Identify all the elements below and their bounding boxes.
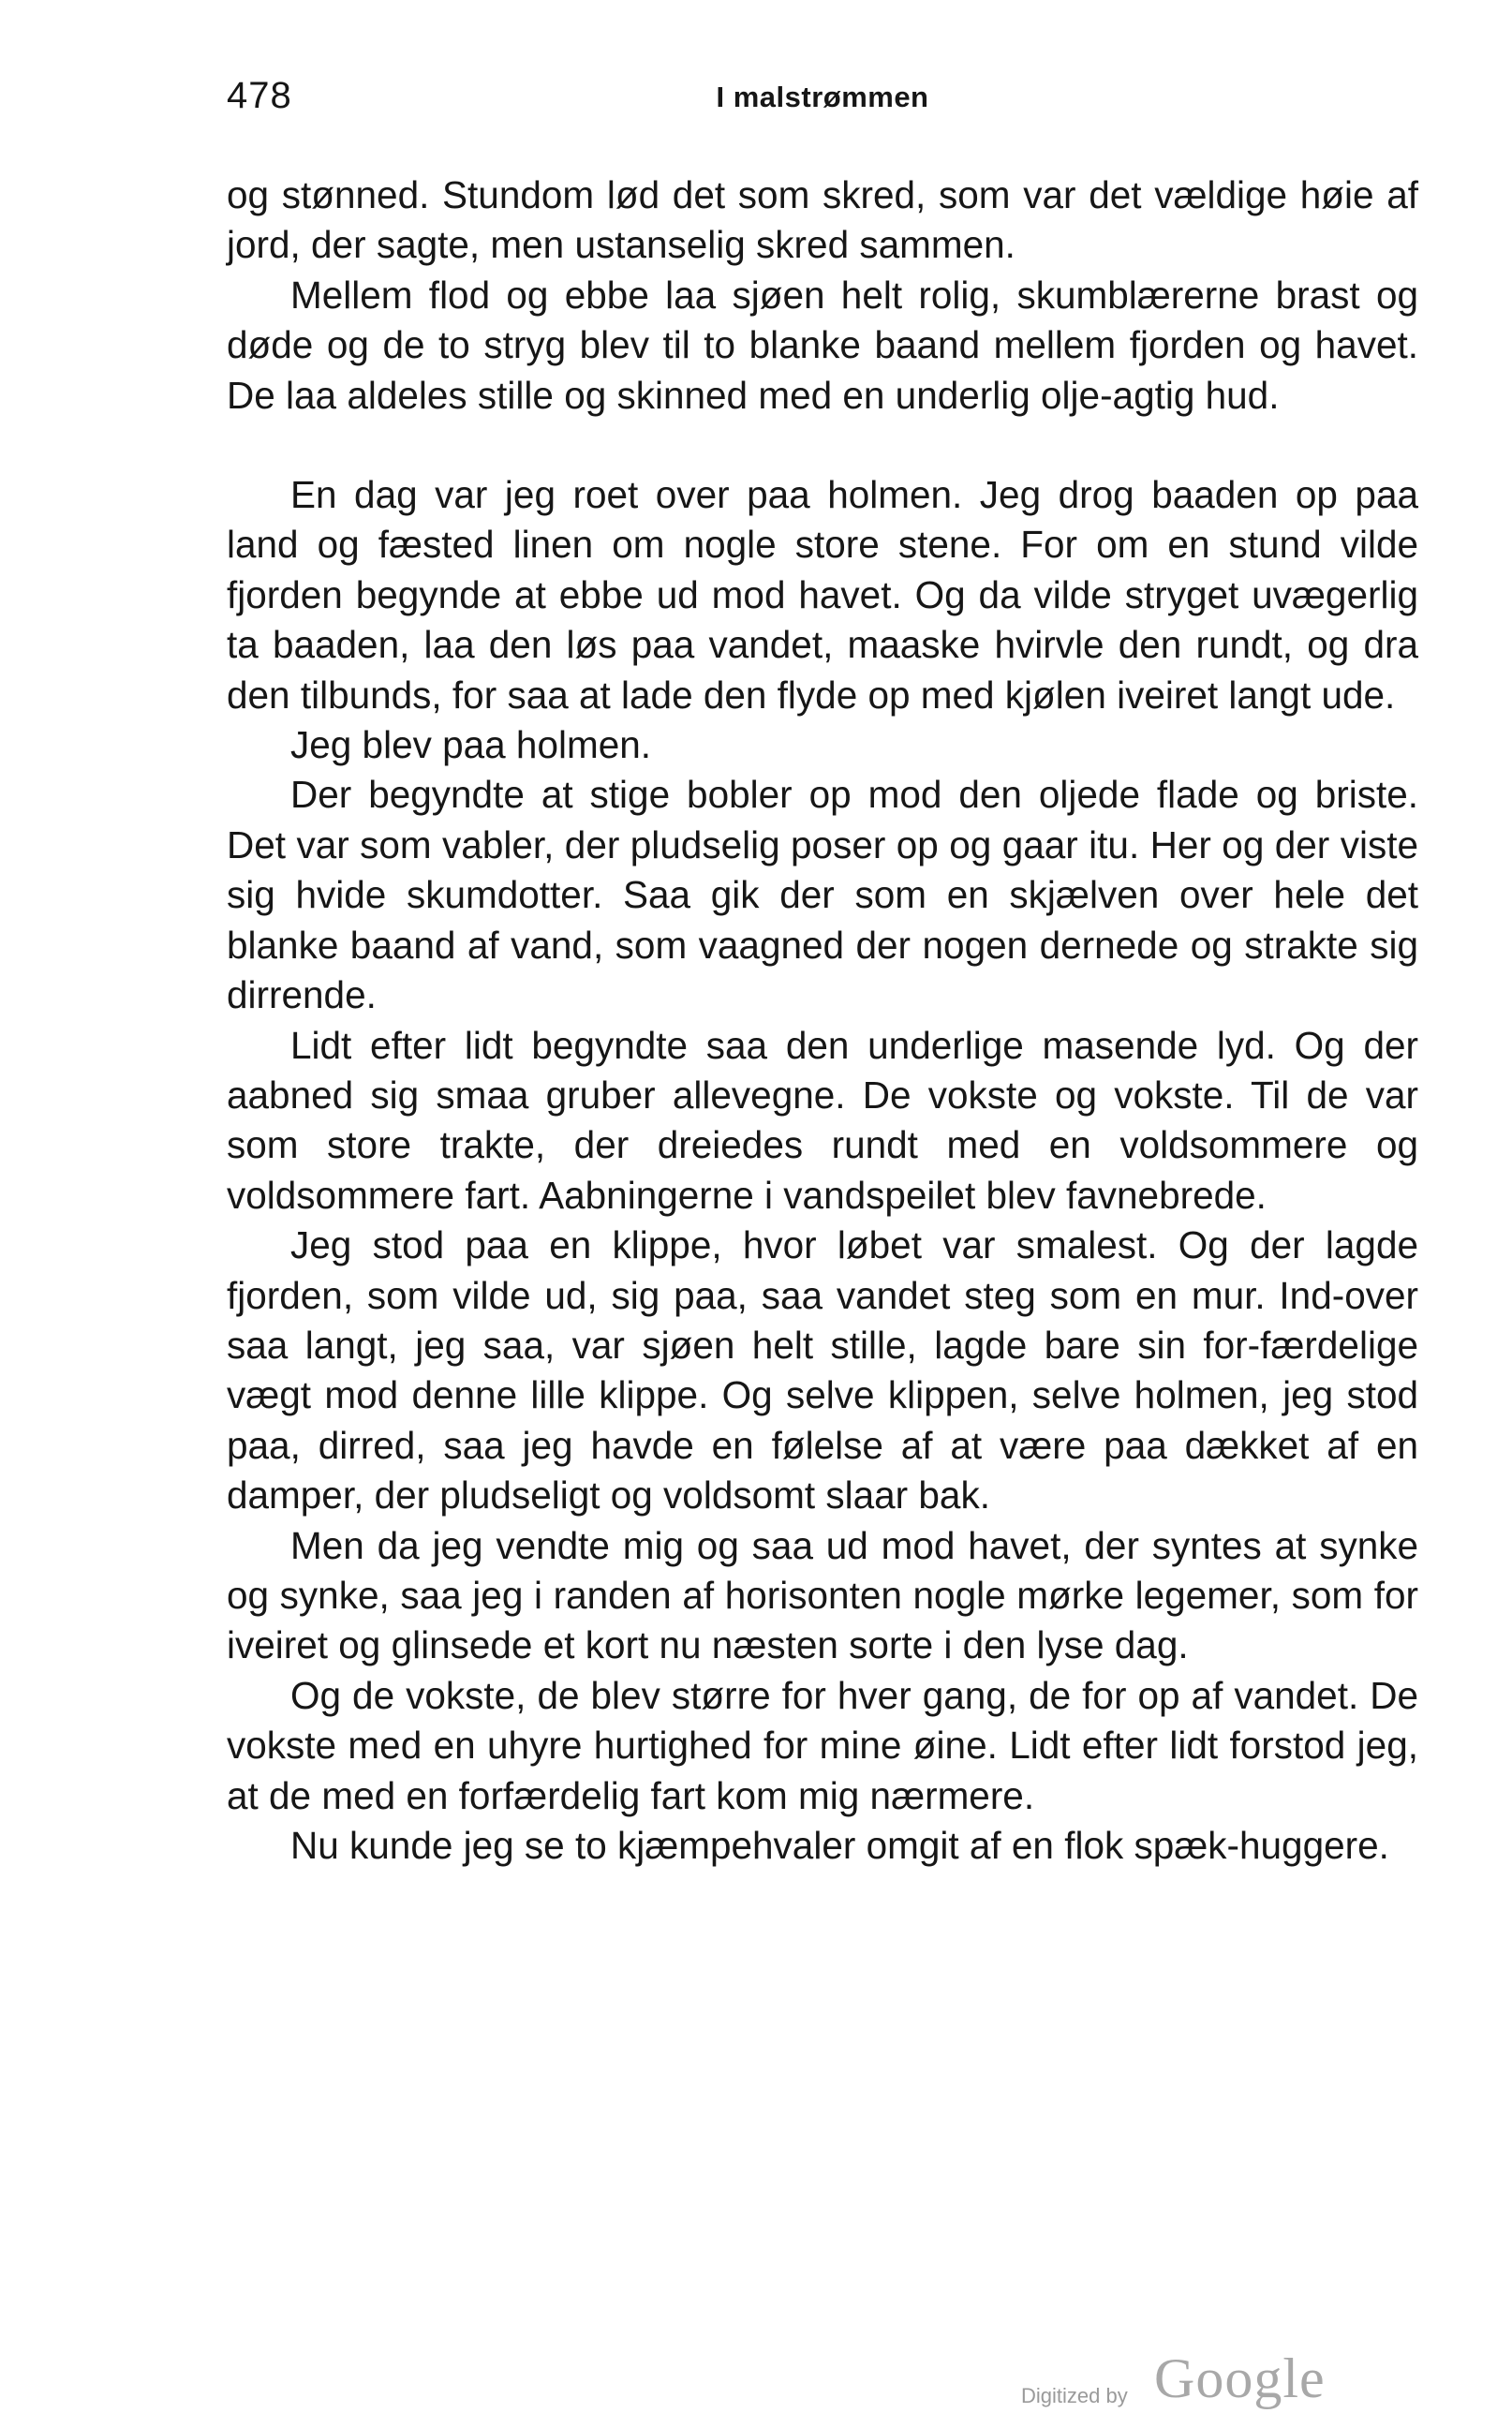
body-text <box>227 170 1418 1871</box>
paragraph: Nu kunde jeg se to kjæmpehvaler omgit af en flok spæk-huggere. <box>290 1824 1389 1867</box>
paragraph: Jeg stod paa en klippe, hvor løbet var smalest. Og der lagde fjorden, som vilde ud, sig paa, saa vandet steg som en mur. Ind-over saa langt, jeg saa, var sjøen helt stille, lagde bare sin for-færdelige vægt mod denne lille klippe. Og selve klippen, selve holmen, jeg stod paa, dirred, saa jeg havde en følelse af at være paa dækket af en damper, der pludseligt og voldsomt slaar bak. <box>227 1223 1418 1518</box>
paragraph: Lidt efter lidt begyndte saa den underlige masende lyd. Og der aabned sig smaa gruber allevegne. De vokste og vokste. Til de var som store trakte, der dreiedes rundt med en voldsommere og voldsommere fart. Aabningerne i vandspeilet blev favnebrede. <box>227 1023 1418 1217</box>
digitized-by-label: Digitized by <box>1021 2384 1128 2407</box>
paragraph: og stønned. Stundom lød det som skred, som var det vældige høie af jord, der sagte, men ustanselig skred sammen. <box>227 173 1418 267</box>
digitization-watermark <box>1021 2347 1396 2412</box>
paragraph: Og de vokste, de blev større for hver gang, de for op af vandet. De vokste med en uhyre hurtighed for mine øine. Lidt efter lidt forstod jeg, at de med en forfærdelig fart kom mig nærmere. <box>227 1673 1418 1817</box>
paragraph: En dag var jeg roet over paa holmen. Jeg drog baaden op paa land og fæsted linen om nogle store stene. For om en stund vilde fjorden begynde at ebbe ud mod havet. Og da vilde stryget uvægerlig ta baaden, laa den løs paa vandet, maaske hvirvle den rundt, og dra den tilbunds, for saa at lade den flyde op med kjølen iveiret langt ude. <box>227 473 1418 717</box>
paragraph: Men da jeg vendte mig og saa ud mod havet, der syntes at synke og synke, saa jeg i randen af horisonten nogle mørke legemer, som for iveiret og glinsede et kort nu næsten sorte i den lyse dag. <box>227 1523 1418 1667</box>
paragraph: Mellem flod og ebbe laa sjøen helt rolig, skumblærerne brast og døde og de to stryg blev til to blanke baand mellem fjorden og havet. De laa aldeles stille og skinned med en underlig olje-agtig hud. <box>227 273 1418 417</box>
google-logo: Google <box>1154 2347 1326 2409</box>
running-head: I malstrømmen <box>716 81 929 113</box>
page-header <box>227 75 1418 131</box>
paragraph: Der begyndte at stige bobler op mod den oljede flade og briste. Det var som vabler, der pludselig poser op og gaar itu. Her og der viste sig hvide skumdotter. Saa gik der som en skjælven over hele det blanke baand af vand, som vaagned der nogen dernede og strakte sig dirrende. <box>227 773 1418 1017</box>
page-number: 478 <box>227 75 292 116</box>
paragraph: Jeg blev paa holmen. <box>290 723 652 767</box>
